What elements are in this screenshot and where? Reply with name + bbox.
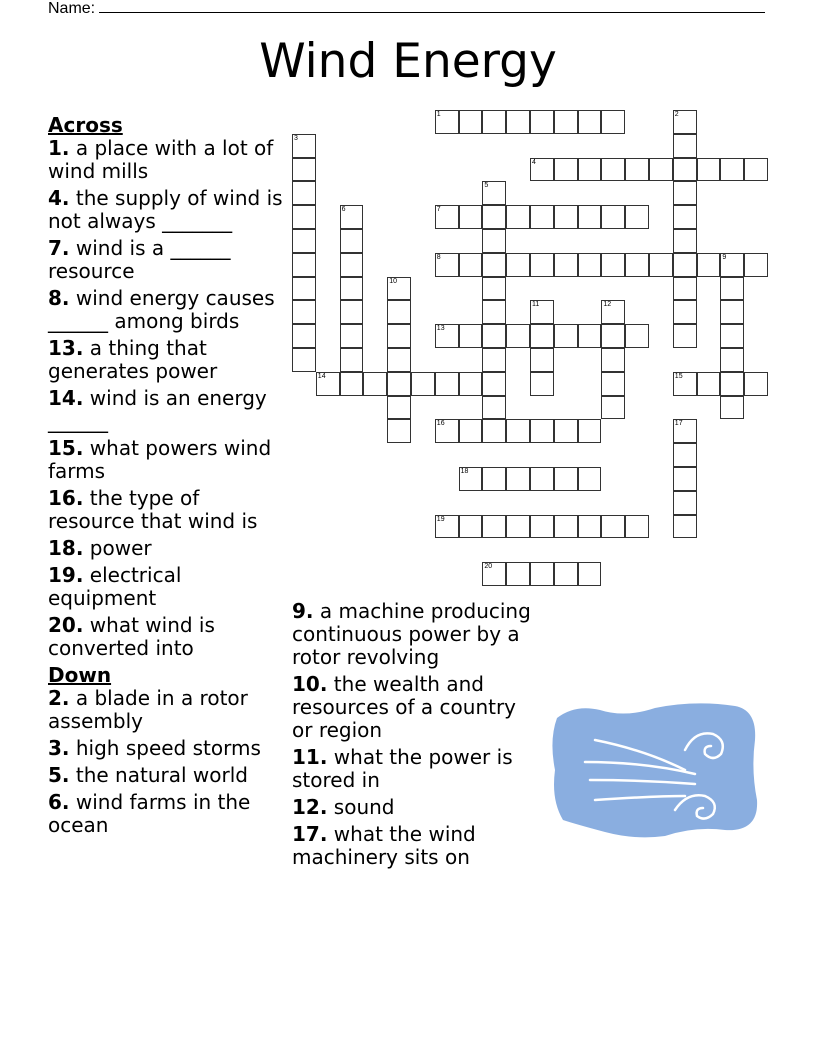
grid-cell[interactable] [459, 324, 483, 348]
grid-cell[interactable] [482, 348, 506, 372]
grid-cell[interactable] [506, 467, 530, 491]
grid-cell[interactable] [482, 372, 506, 396]
grid-cell[interactable] [578, 467, 602, 491]
grid-cell[interactable] [459, 205, 483, 229]
grid-cell[interactable] [673, 372, 697, 396]
grid-cell[interactable] [340, 300, 364, 324]
grid-cell[interactable] [292, 205, 316, 229]
grid-cell[interactable] [387, 372, 411, 396]
grid-cell[interactable] [435, 324, 459, 348]
down-clue-list-continued [292, 600, 532, 869]
across-clue [48, 237, 283, 283]
grid-cell[interactable] [578, 419, 602, 443]
grid-cell[interactable] [720, 348, 744, 372]
grid-cell[interactable] [435, 110, 459, 134]
grid-cell[interactable] [744, 253, 768, 277]
down-clue [292, 746, 532, 792]
down-clue-list [48, 687, 283, 837]
grid-cell[interactable] [720, 158, 744, 182]
cell-number: 3 [294, 134, 298, 142]
across-clue-list [48, 137, 283, 660]
grid-cell[interactable] [387, 419, 411, 443]
grid-cell[interactable] [625, 515, 649, 539]
grid-cell[interactable] [673, 419, 697, 443]
grid-cell[interactable] [482, 324, 506, 348]
clue-number: 14. [48, 386, 84, 410]
grid-cell[interactable] [340, 372, 364, 396]
grid-cell[interactable] [530, 205, 554, 229]
grid-cell[interactable] [530, 324, 554, 348]
grid-cell[interactable] [340, 348, 364, 372]
grid-cell[interactable] [530, 372, 554, 396]
grid-cell[interactable] [530, 419, 554, 443]
cell-number: 5 [484, 182, 489, 190]
grid-cell[interactable] [292, 348, 316, 372]
grid-cell[interactable] [578, 562, 602, 586]
across-clue [48, 387, 283, 433]
grid-cell[interactable] [697, 372, 721, 396]
clue-text: a thing that generates power [48, 336, 218, 383]
grid-cell[interactable] [720, 300, 744, 324]
grid-cell[interactable] [482, 253, 506, 277]
grid-cell[interactable] [459, 515, 483, 539]
clue-text: wind is an energy ______ [48, 386, 267, 433]
across-clue [48, 187, 283, 233]
clue-number: 11. [292, 745, 328, 769]
clue-number: 20. [48, 613, 84, 637]
down-clue [48, 687, 283, 733]
grid-cell[interactable] [435, 372, 459, 396]
across-clue [48, 487, 283, 533]
down-clue [292, 823, 532, 869]
clue-text: a blade in a rotor assembly [48, 686, 248, 733]
grid-cell[interactable] [363, 372, 387, 396]
grid-cell[interactable] [316, 372, 340, 396]
grid-cell[interactable] [601, 300, 625, 324]
grid-cell[interactable] [601, 253, 625, 277]
grid-cell[interactable] [720, 324, 744, 348]
cell-number: 1 [436, 111, 441, 118]
across-clue [48, 537, 283, 560]
grid-cell[interactable] [482, 229, 506, 253]
grid-cell[interactable] [673, 324, 697, 348]
down-clue [292, 673, 532, 742]
clue-text: what wind is converted into [48, 613, 215, 660]
grid-cell[interactable] [482, 277, 506, 301]
grid-cell[interactable] [340, 205, 364, 229]
grid-cell[interactable] [578, 253, 602, 277]
grid-cell[interactable] [482, 396, 506, 420]
grid-cell[interactable] [530, 467, 554, 491]
grid-cell[interactable] [530, 562, 554, 586]
grid-cell[interactable] [459, 419, 483, 443]
clue-number: 8. [48, 286, 70, 310]
clue-number: 15. [48, 436, 84, 460]
grid-cell[interactable] [554, 419, 578, 443]
grid-cell[interactable] [601, 110, 625, 134]
grid-cell[interactable] [387, 348, 411, 372]
grid-cell[interactable] [673, 491, 697, 515]
grid-cell[interactable] [673, 158, 697, 182]
grid-cell[interactable] [292, 324, 316, 348]
grid-cell[interactable] [506, 515, 530, 539]
grid-cell[interactable] [578, 110, 602, 134]
grid-cell[interactable] [292, 253, 316, 277]
cell-number: 7 [436, 206, 441, 214]
cell-number: 19 [436, 515, 445, 523]
grid-cell[interactable] [292, 229, 316, 253]
cell-number: 12 [603, 301, 612, 309]
grid-cell[interactable] [482, 181, 506, 205]
grid-cell[interactable] [482, 300, 506, 324]
grid-cell[interactable] [649, 158, 673, 182]
clue-text: wind farms in the ocean [48, 790, 251, 837]
grid-cell[interactable] [554, 110, 578, 134]
grid-cell[interactable] [649, 253, 673, 277]
grid-cell[interactable] [720, 277, 744, 301]
grid-cell[interactable] [673, 181, 697, 205]
grid-cell[interactable] [601, 324, 625, 348]
grid-cell[interactable] [292, 277, 316, 301]
grid-cell[interactable] [554, 324, 578, 348]
name-field[interactable] [48, 0, 765, 18]
grid-cell[interactable] [601, 396, 625, 420]
clue-text: high speed storms [75, 736, 261, 760]
grid-cell[interactable] [482, 205, 506, 229]
clue-number: 12. [292, 795, 328, 819]
clue-text: the wealth and resources of a country or region [292, 672, 517, 742]
clues-right-column [292, 600, 532, 873]
grid-cell[interactable] [601, 158, 625, 182]
cell-number: 4 [532, 158, 536, 166]
cell-number: 2 [674, 111, 679, 118]
cell-number: 14 [317, 372, 326, 380]
grid-cell[interactable] [530, 253, 554, 277]
grid-cell[interactable] [625, 324, 649, 348]
grid-cell[interactable] [435, 515, 459, 539]
grid-cell[interactable] [601, 372, 625, 396]
grid-cell[interactable] [506, 110, 530, 134]
clue-number: 2. [48, 686, 70, 710]
grid-cell[interactable] [387, 277, 411, 301]
clues-left-column [48, 112, 283, 841]
clue-number: 3. [48, 736, 70, 760]
cell-number: 6 [341, 206, 346, 214]
clue-number: 4. [48, 186, 70, 210]
down-clue [48, 764, 283, 787]
grid-cell[interactable] [530, 110, 554, 134]
cell-number: 13 [436, 325, 445, 333]
grid-cell[interactable] [530, 348, 554, 372]
grid-cell[interactable] [340, 229, 364, 253]
down-clue [48, 791, 283, 837]
grid-cell[interactable] [601, 205, 625, 229]
grid-cell[interactable] [506, 205, 530, 229]
grid-cell[interactable] [459, 372, 483, 396]
grid-cell[interactable] [673, 229, 697, 253]
clue-number: 18. [48, 536, 84, 560]
grid-cell[interactable] [482, 110, 506, 134]
down-clue [48, 737, 283, 760]
grid-cell[interactable] [506, 419, 530, 443]
clue-text: what powers wind farms [48, 436, 272, 483]
grid-cell[interactable] [459, 253, 483, 277]
grid-cell[interactable] [435, 419, 459, 443]
cell-number: 8 [436, 253, 441, 261]
clue-number: 17. [292, 822, 328, 846]
grid-cell[interactable] [482, 515, 506, 539]
clue-text: electrical equipment [48, 563, 182, 610]
grid-cell[interactable] [292, 300, 316, 324]
grid-cell[interactable] [744, 158, 768, 182]
grid-cell[interactable] [673, 443, 697, 467]
cell-number: 17 [674, 420, 683, 428]
grid-cell[interactable] [292, 158, 316, 182]
grid-cell[interactable] [387, 396, 411, 420]
clue-text: what the power is stored in [292, 745, 513, 792]
grid-cell[interactable] [554, 562, 578, 586]
clue-number: 5. [48, 763, 70, 787]
cell-number: 20 [484, 563, 493, 571]
grid-cell[interactable] [530, 300, 554, 324]
grid-cell[interactable] [482, 467, 506, 491]
grid-cell[interactable] [506, 253, 530, 277]
grid-cell[interactable] [744, 372, 768, 396]
clue-text: sound [333, 795, 395, 819]
grid-cell[interactable] [530, 158, 554, 182]
puzzle-title: Wind Energy [259, 34, 557, 89]
grid-cell[interactable] [673, 467, 697, 491]
grid-cell[interactable] [601, 348, 625, 372]
down-clue [292, 796, 532, 819]
clue-number: 7. [48, 236, 70, 260]
clue-number: 10. [292, 672, 328, 696]
grid-cell[interactable] [340, 277, 364, 301]
cell-number: 15 [674, 372, 683, 380]
cell-number: 18 [460, 468, 469, 475]
grid-cell[interactable] [554, 467, 578, 491]
grid-cell[interactable] [482, 419, 506, 443]
grid-cell[interactable] [459, 467, 483, 491]
clue-number: 16. [48, 486, 84, 510]
grid-cell[interactable] [482, 562, 506, 586]
grid-cell[interactable] [578, 205, 602, 229]
grid-cell[interactable] [292, 134, 316, 158]
grid-cell[interactable] [625, 253, 649, 277]
grid-cell[interactable] [673, 253, 697, 277]
cell-number: 11 [532, 301, 540, 309]
across-clue [48, 337, 283, 383]
down-heading: Down [48, 663, 112, 687]
grid-cell[interactable] [554, 205, 578, 229]
grid-cell[interactable] [506, 562, 530, 586]
clue-text: wind is a ______ resource [48, 236, 231, 283]
clue-text: wind energy causes ______ among birds [48, 286, 275, 333]
clue-text: a place with a lot of wind mills [48, 136, 274, 183]
grid-cell[interactable] [673, 515, 697, 539]
grid-cell[interactable] [697, 253, 721, 277]
across-heading: Across [48, 113, 123, 137]
clue-number: 1. [48, 136, 70, 160]
name-underline[interactable] [99, 0, 765, 13]
clue-text: the type of resource that wind is [48, 486, 258, 533]
across-clue [48, 437, 283, 483]
grid-cell[interactable] [673, 277, 697, 301]
grid-cell[interactable] [720, 253, 744, 277]
grid-cell[interactable] [435, 205, 459, 229]
grid-cell[interactable] [578, 158, 602, 182]
across-clue [48, 287, 283, 333]
grid-cell[interactable] [340, 324, 364, 348]
clue-text: the supply of wind is not always _______ [48, 186, 283, 233]
grid-cell[interactable] [673, 110, 697, 134]
grid-cell[interactable] [340, 253, 364, 277]
across-clue [48, 137, 283, 183]
grid-cell[interactable] [387, 300, 411, 324]
clue-number: 19. [48, 563, 84, 587]
grid-cell[interactable] [387, 324, 411, 348]
grid-cell[interactable] [459, 110, 483, 134]
clue-text: a machine producing continuous power by a rotor revolving [292, 599, 531, 669]
grid-cell[interactable] [578, 324, 602, 348]
down-clue [292, 600, 532, 669]
grid-cell[interactable] [554, 515, 578, 539]
clue-text: the natural world [75, 763, 248, 787]
across-clue [48, 614, 283, 660]
grid-cell[interactable] [435, 253, 459, 277]
grid-cell[interactable] [554, 158, 578, 182]
grid-cell[interactable] [673, 205, 697, 229]
clue-number: 9. [292, 599, 314, 623]
grid-cell[interactable] [697, 158, 721, 182]
cell-number: 9 [722, 253, 727, 261]
grid-cell[interactable] [625, 205, 649, 229]
clue-number: 13. [48, 336, 84, 360]
clue-text: what the wind machinery sits on [292, 822, 476, 869]
grid-cell[interactable] [673, 300, 697, 324]
wind-swirl-icon [545, 700, 760, 840]
grid-cell[interactable] [625, 158, 649, 182]
grid-cell[interactable] [530, 515, 554, 539]
clue-number: 6. [48, 790, 70, 814]
cell-number: 16 [436, 420, 445, 428]
grid-cell[interactable] [554, 253, 578, 277]
grid-cell[interactable] [601, 515, 625, 539]
grid-cell[interactable] [673, 134, 697, 158]
grid-cell[interactable] [578, 515, 602, 539]
cell-number: 10 [389, 277, 397, 285]
grid-cell[interactable] [292, 181, 316, 205]
grid-cell[interactable] [720, 396, 744, 420]
across-clue [48, 564, 283, 610]
grid-cell[interactable] [720, 372, 744, 396]
name-label: Name: [48, 0, 96, 17]
grid-cell[interactable] [506, 324, 530, 348]
clue-text: power [89, 536, 152, 560]
grid-cell[interactable] [411, 372, 435, 396]
